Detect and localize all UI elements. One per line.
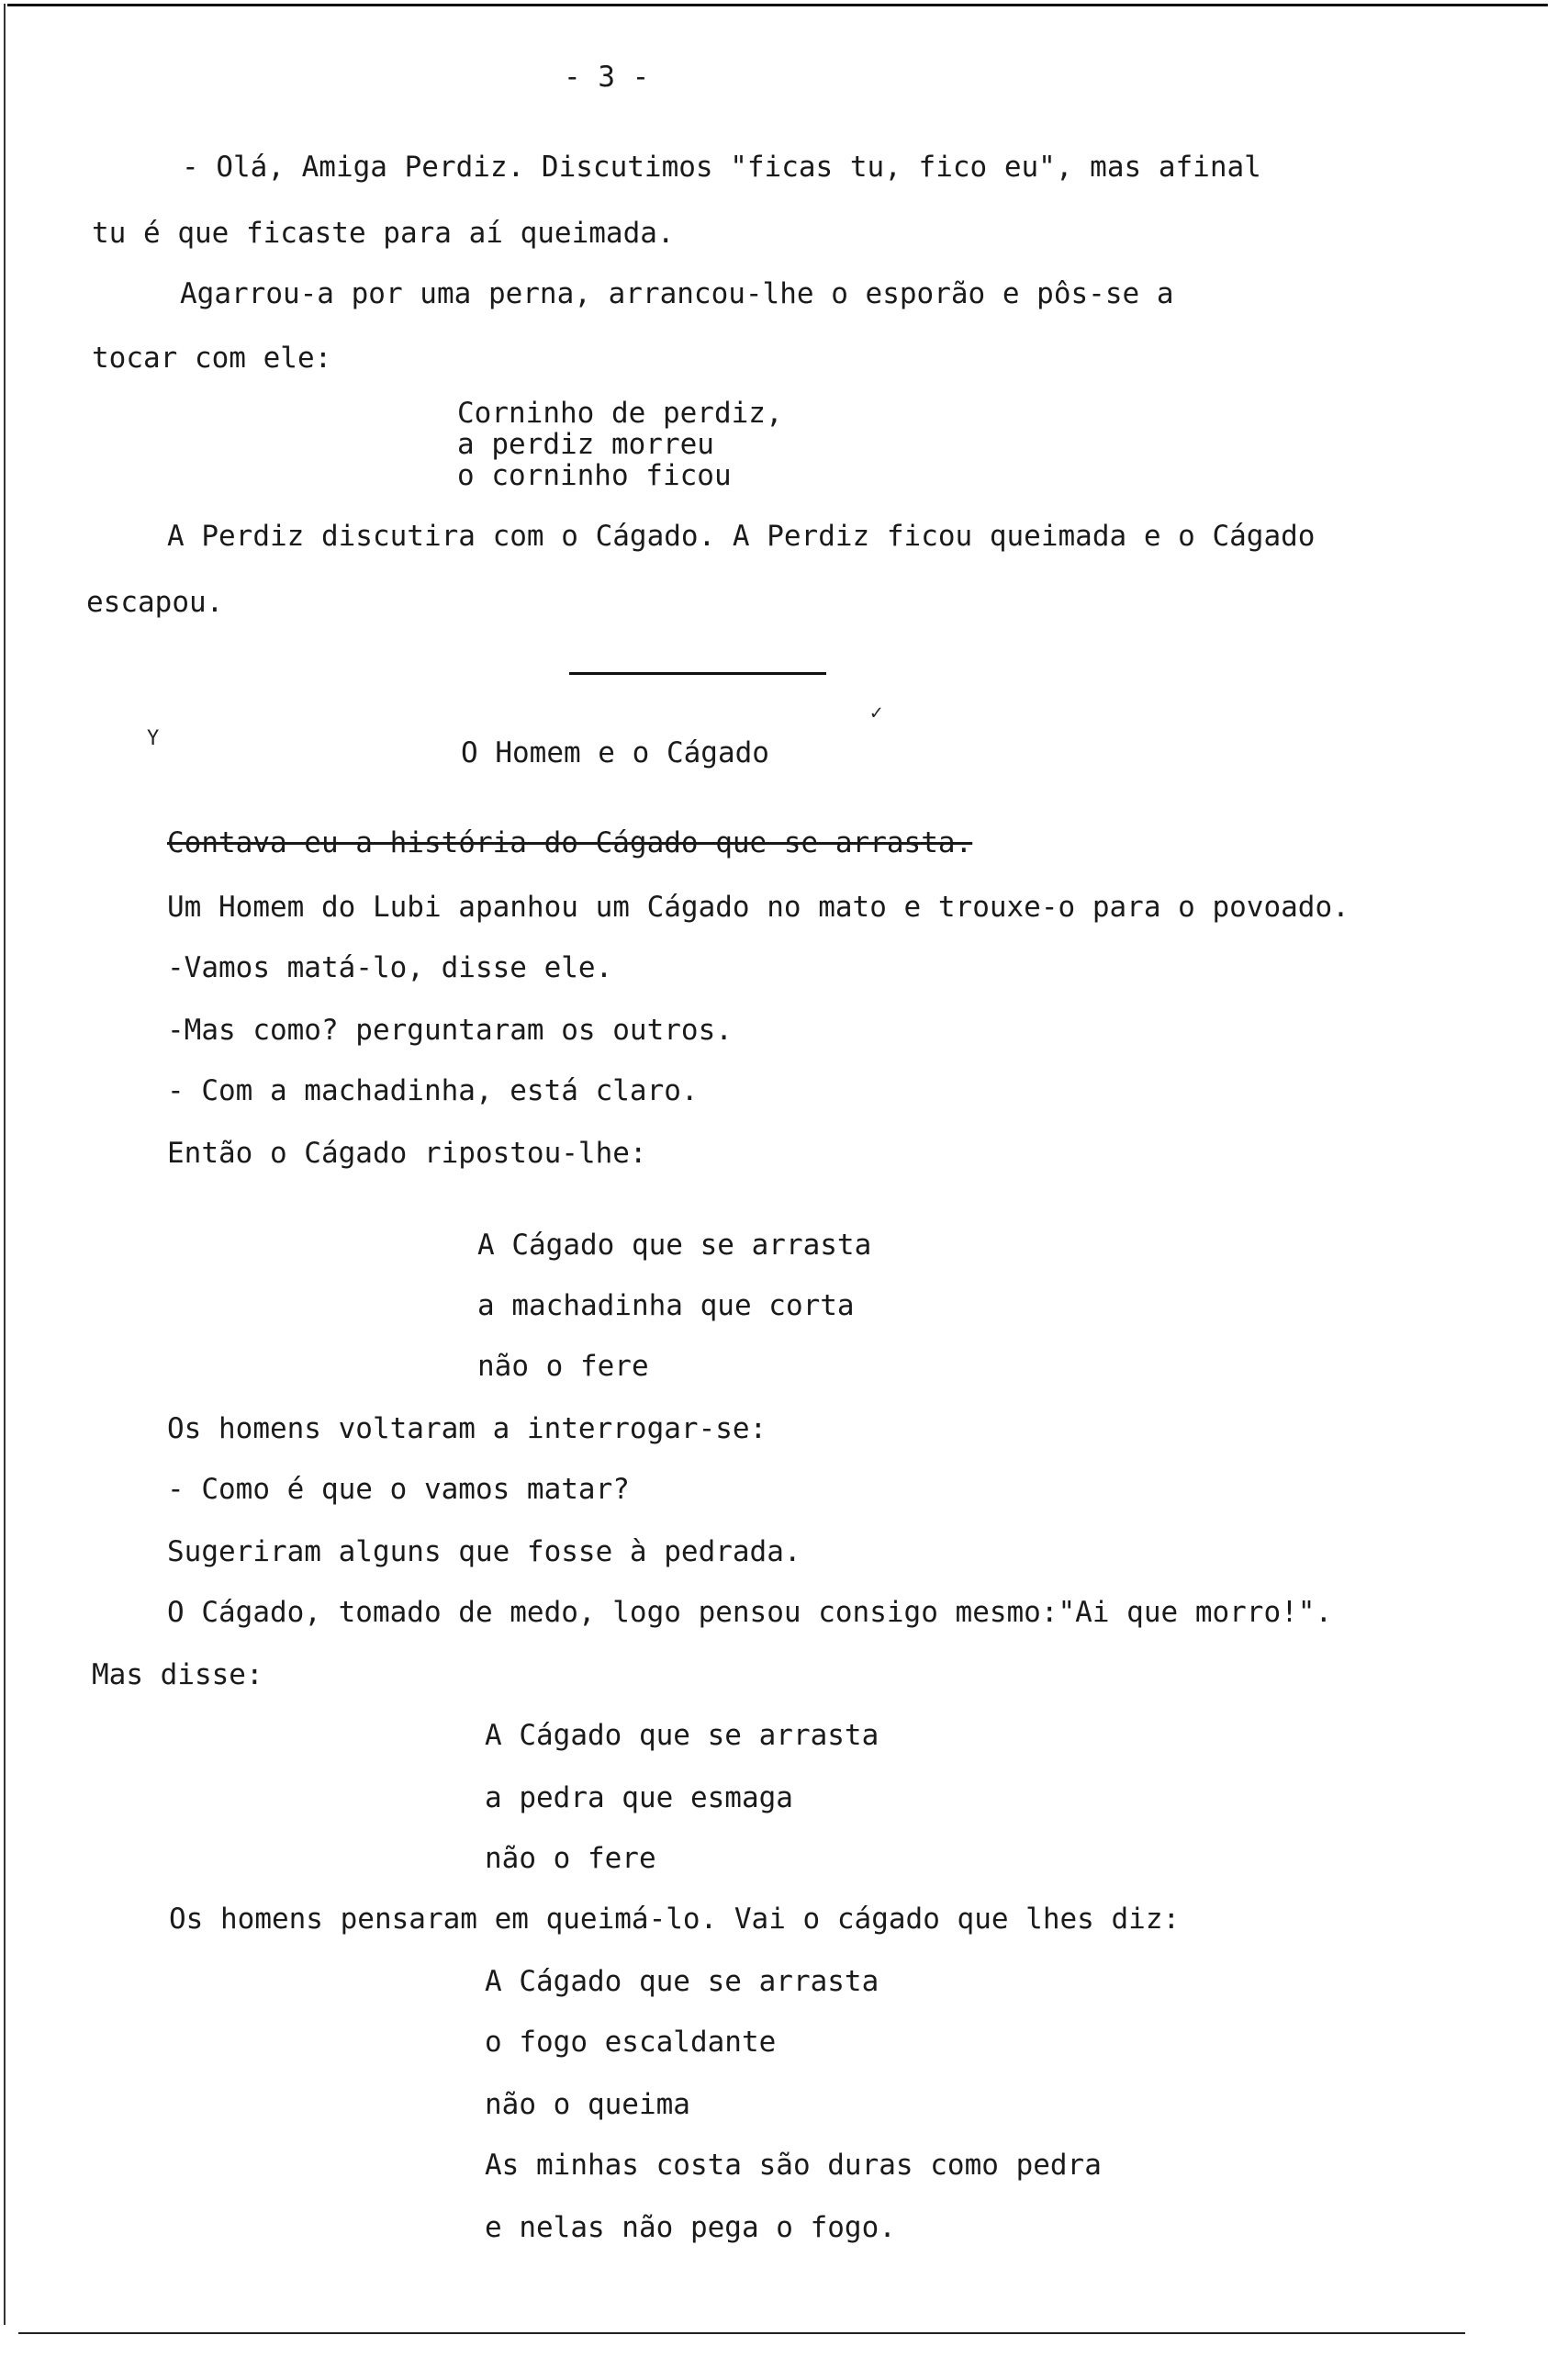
text-line: tocar com ele: <box>92 342 332 375</box>
text-line: tu é que ficaste para aí queimada. <box>92 217 675 250</box>
text-line: Agarrou-a por uma perna, arrancou-lhe o esporão e pôs-se a <box>180 277 1174 310</box>
page-edge-left <box>4 4 6 2325</box>
verse-line: Corninho de perdiz, <box>457 397 783 430</box>
verse-line: o fogo escaldante <box>485 2026 777 2059</box>
text-line: Sugeriram alguns que fosse à pedrada. <box>167 1535 801 1568</box>
text-line: A Perdiz discutira com o Cágado. A Perdiz ficou queimada e o Cágado <box>167 520 1316 553</box>
verse-line: a machadinha que corta <box>477 1289 855 1322</box>
text-line: - Com a machadinha, está claro. <box>167 1074 699 1107</box>
text-line: - Como é que o vamos matar? <box>167 1473 630 1506</box>
text-line: - Olá, Amiga Perdiz. Discutimos "ficas tu, fico eu", mas afinal <box>182 151 1261 184</box>
text-line: O Cágado, tomado de medo, logo pensou consigo mesmo:"Ai que morro!". <box>167 1596 1333 1629</box>
text-line: Mas disse: <box>92 1658 263 1691</box>
verse-line: não o fere <box>477 1350 649 1383</box>
text-line: Os homens pensaram em queimá-lo. Vai o cágado que lhes diz: <box>169 1903 1181 1936</box>
text-line: Então o Cágado ripostou-lhe: <box>167 1137 647 1170</box>
verse-line: não o queima <box>485 2088 690 2121</box>
page-number: - 3 - <box>564 61 650 94</box>
text-line: -Mas como? perguntaram os outros. <box>167 1014 733 1047</box>
check-mark: ✓ <box>870 702 883 724</box>
text-line: -Vamos matá-lo, disse ele. <box>167 951 613 984</box>
text-line: escapou. <box>86 586 224 619</box>
page-edge-top <box>7 4 1548 6</box>
text-line: Um Homem do Lubi apanhou um Cágado no mato e trouxe-o para o povoado. <box>167 891 1350 924</box>
verse-line: o corninho ficou <box>457 459 732 492</box>
handwritten-mark: Y <box>147 727 160 750</box>
verse-line: a pedra que esmaga <box>485 1781 793 1814</box>
verse-line: A Cágado que se arrasta <box>477 1229 872 1262</box>
verse-line: e nelas não pega o fogo. <box>485 2211 896 2244</box>
verse-line: A Cágado que se arrasta <box>485 1965 879 1998</box>
verse-line: As minhas costa são duras como pedra <box>485 2149 1102 2182</box>
verse-line: não o fere <box>485 1842 656 1875</box>
verse-line: A Cágado que se arrasta <box>485 1719 879 1752</box>
struck-line: Contava eu a história do Cágado que se arrasta. <box>167 826 973 859</box>
text-line: Os homens voltaram a interrogar-se: <box>167 1412 767 1445</box>
verse-line: a perdiz morreu <box>457 428 714 461</box>
section-divider <box>569 672 826 675</box>
section-title: O Homem e o Cágado <box>461 736 769 769</box>
page-edge-bottom <box>18 2332 1465 2334</box>
